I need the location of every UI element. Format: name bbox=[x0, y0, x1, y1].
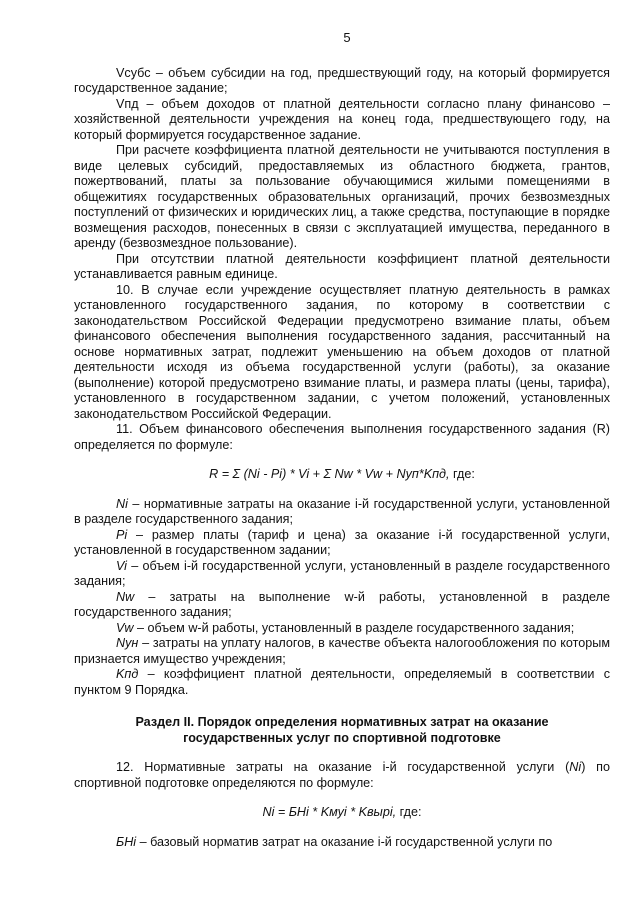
paragraph-vpd: Vпд – объем доходов от платной деятельности согласно плану финансово – хозяйственной деятельности учреждения на конец года, предшествующего году, на который формируется государственное задание. bbox=[74, 96, 610, 142]
definition-symbol: Pi bbox=[116, 527, 128, 542]
definition-nun bbox=[74, 636, 610, 667]
paragraph-exclusions: При расчете коэффициента платной деятельности не учитываются поступления в виде целевых субсидий, предоставляемых из областного бюджета, грантов, пожертвований, платы за пользование обучающимися жилыми помещениями в общежитиях государственных образовательных организаций, прочих безвозмездных поступлений от физических и юридических лиц, а также средства, поступающие в порядке возмещения расходов, понесенных в связи с эксплуатацией имущества, переданного в аренду (безвозмездное пользование). bbox=[74, 143, 610, 250]
definition-text: – нормативные затраты на оказание i-й государственной услуги, установленной в разделе государственного задания; bbox=[74, 496, 610, 526]
section-heading-line-2: государственных услуг по спортивной подготовке bbox=[183, 731, 501, 745]
section-heading-line-1: Раздел II. Порядок определения нормативных затрат на оказание bbox=[135, 715, 549, 729]
definition-text: – базовый норматив затрат на оказание i-й государственной услуги по bbox=[136, 834, 553, 849]
definition-symbol: Nw bbox=[116, 589, 135, 604]
definition-text: – затраты на выполнение w-й работы, установленной в разделе государственного задания; bbox=[74, 589, 610, 619]
formula-ni bbox=[74, 805, 610, 821]
definition-text: – коэффициент платной деятельности, определяемый в соответствии с пунктом 9 Порядка. bbox=[74, 667, 610, 697]
definition-symbol: Kпд bbox=[116, 667, 139, 681]
paragraph-11: 11. Объем финансового обеспечения выполнения государственного задания (R) определяется по формуле: bbox=[74, 422, 610, 452]
formula-ni-expression: Ni = БНi * Kмуi * Kвырi, bbox=[262, 805, 397, 819]
definition-text: – объем w-й работы, установленный в разделе государственного задания; bbox=[133, 620, 575, 635]
formula-ni-tail: где: bbox=[396, 805, 422, 819]
definition-symbol: Ni bbox=[116, 496, 128, 511]
section-heading bbox=[74, 714, 610, 746]
definition-nw bbox=[74, 590, 610, 621]
paragraph-12 bbox=[74, 760, 610, 791]
paragraph-no-paid-activity: При отсутствии платной деятельности коэффициент платной деятельности устанавливается равным единице. bbox=[74, 251, 610, 281]
formula-r bbox=[74, 467, 610, 483]
definition-symbol: Vi bbox=[116, 558, 127, 573]
paragraph-10: 10. В случае если учреждение осуществляет платную деятельность в рамках установленного государственного задания, по которому в соответствии с законодательством Российской Федерации предусмотрено взимание платы, объем финансового обеспечения выполнения государственного задания, рассчитанный на основе нормативных затрат, подлежит уменьшению на объем доходов от платной деятельности исходя из объема государственной услуги (работы), за оказание (выполнение) которой предусмотрено взимание платы, и размера платы (цены, тарифа), установленного в государственном задании, с учетом положений, установленных законодательством Российской Федерации. bbox=[74, 282, 610, 421]
definition-ni bbox=[74, 497, 610, 528]
paragraph-12-symbol: Ni bbox=[569, 760, 582, 774]
definition-symbol: Nун bbox=[116, 636, 139, 650]
definition-vw bbox=[74, 621, 610, 637]
definition-text: – объем i-й государственной услуги, установленный в разделе государственного задания; bbox=[74, 558, 610, 588]
formula-r-tail: где: bbox=[449, 467, 475, 481]
definition-symbol: Vw bbox=[116, 620, 134, 635]
definition-bni bbox=[74, 835, 610, 851]
paragraph-12-before: 12. Нормативные затраты на оказание i-й государственной услуги ( bbox=[116, 760, 570, 774]
definition-vi bbox=[74, 559, 610, 590]
formula-r-expression: R = Σ (Ni - Pi) * Vi + Σ Nw * Vw + Nуп*Kпд, bbox=[209, 467, 450, 481]
paragraph-12-after: ) по спортивной подготовке определяются по формуле: bbox=[74, 760, 610, 790]
paragraph-vsubs: Vсубс – объем субсидии на год, предшествующий году, на который формируется государственное задание; bbox=[74, 65, 610, 95]
definition-pi bbox=[74, 528, 610, 559]
definition-kpd bbox=[74, 667, 610, 698]
page-number: 5 bbox=[343, 30, 351, 45]
definition-text: – размер платы (тариф и цена) за оказание i-й государственной услуги, установленной в государственном задании; bbox=[74, 527, 610, 557]
definition-symbol: БНi bbox=[116, 834, 137, 849]
definition-text: – затраты на уплату налогов, в качестве объекта налогообложения по которым признается имущество учреждения; bbox=[74, 636, 610, 666]
